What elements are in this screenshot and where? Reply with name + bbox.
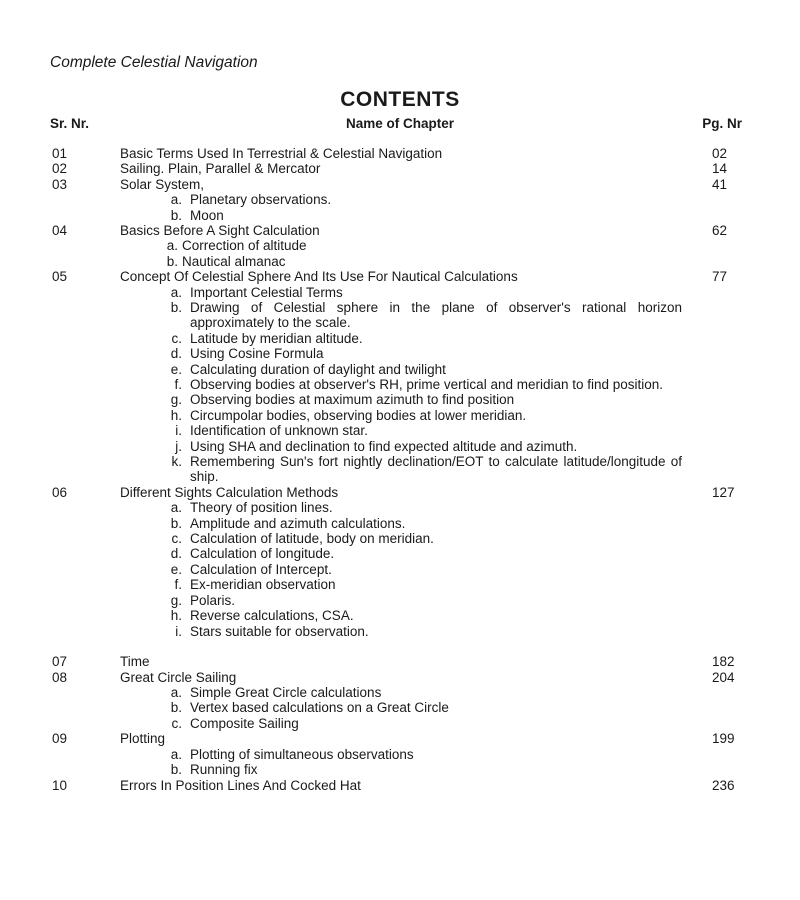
subtopic-text: Vertex based calculations on a Great Circle [190,700,449,716]
chapter-number: 03 [52,176,68,192]
subtopic-letter: d. [170,546,182,562]
subtopic-text: Correction of altitude [182,238,307,254]
subtopic-text: Ex-meridian observation [190,577,336,593]
chapter-title: Solar System, [120,176,205,192]
subtopic-letter: i. [175,423,182,439]
spacer [0,639,800,654]
chapter-page: 14 [712,161,728,177]
chapter-page: 127 [712,484,735,500]
chapter-row [0,670,800,685]
subtopic-item [171,330,682,346]
subtopic-text: Stars suitable for observation. [190,623,369,639]
chapter-page: 204 [712,669,735,685]
contents-heading: CONTENTS [340,88,460,111]
subtopic-text: Plotting of simultaneous observations [190,746,414,762]
subtopic-letter: d. [170,346,182,362]
subtopic-text: Moon [190,207,224,223]
subtopic-letter: b. [170,299,182,315]
subtopic-item [170,346,682,362]
subtopic-letter: j. [175,438,182,454]
subtopic-letter: i. [175,623,182,639]
chapter-title: Basic Terms Used In Terrestrial & Celestial Navigation [120,146,443,161]
subtopic-text: Running fix [190,762,258,778]
subtopic-letter: b. [166,253,178,269]
subtopic-text: Calculation of latitude, body on meridian. [190,531,434,547]
chapter-title: Different Sights Calculation Methods [120,484,339,500]
chapter-title: Errors In Position Lines And Cocked Hat [120,777,361,793]
subtopic-text: Calculation of longitude. [190,546,335,562]
subtopic-item [170,546,682,562]
subtopic-item [170,592,682,608]
subtopic-text: Reverse calculations, CSA. [190,608,354,624]
subtopic-letter: a. [166,238,178,254]
subtopic-text: Planetary observations. [190,192,332,208]
subtopic-item [170,685,682,701]
chapter-page: 236 [712,777,735,793]
subtopic-letter: a. [170,500,182,516]
subtopic-item [170,700,682,716]
chapter-page: 02 [712,146,728,161]
chapter-row [0,485,800,500]
column-header-pg: Pg. Nr [702,116,742,131]
chapter-title: Basics Before A Sight Calculation [120,222,320,238]
subtopic-item [170,207,682,223]
chapter-row [0,223,800,238]
subtopic-item [170,515,682,531]
subtopic-letter: g. [170,392,182,408]
subtopic-item [170,192,682,208]
subtopic-item [166,238,674,254]
chapter-number: 10 [52,777,68,793]
subtopic-letter: h. [170,608,182,624]
chapter-title: Plotting [120,731,166,747]
subtopic-item [170,500,682,516]
subtopic-item [174,577,682,593]
subtopic-item [170,284,682,300]
subtopic-item [174,377,682,393]
chapter-page: 62 [712,222,728,238]
column-header-sr: Sr. Nr. [50,116,90,131]
subtopic-text: Nautical almanac [182,253,286,269]
chapter-page: 182 [712,654,735,670]
subtopic-text: Observing bodies at maximum azimuth to find position [190,392,515,408]
subtopic-letter: e. [170,361,182,377]
subtopic-letter: a. [170,284,182,300]
subtopic-letter: a. [170,746,182,762]
chapter-title: Great Circle Sailing [120,669,237,685]
subtopic-item [171,531,682,547]
subtopic-text: Using SHA and declination to find expected altitude and azimuth. [190,438,578,454]
subtopic-text: Calculation of Intercept. [190,561,332,577]
column-header-name: Name of Chapter [345,116,455,131]
chapter-title: Concept Of Celestial Sphere And Its Use For Nautical Calculations [120,269,518,285]
subtopic-letter: c. [171,531,182,547]
chapter-number: 02 [52,161,68,177]
subtopic-item [175,438,682,454]
subtopic-text: Polaris. [190,592,236,608]
subtopic-item [170,762,682,778]
chapter-row [0,731,800,746]
chapter-number: 01 [52,146,68,161]
subtopic-text: Identification of unknown star. [190,423,368,439]
chapter-number: 09 [52,731,68,747]
table-of-contents [0,146,800,793]
subtopic-letter: c. [171,715,182,731]
subtopic-text: Drawing of Celestial sphere in the plane of observer's rational horizon approximately to the scale. [190,299,682,331]
chapter-page: 77 [712,269,728,285]
chapter-title: Sailing. Plain, Parallel & Mercator [120,161,321,177]
subtopic-text: Observing bodies at observer's RH, prime vertical and meridian to find position. [190,377,664,393]
subtopic-letter: f. [174,377,182,393]
chapter-row [0,161,800,176]
subtopic-item [170,407,682,423]
chapter-number: 04 [52,222,68,238]
chapter-page: 41 [712,176,728,192]
chapter-row [0,778,800,793]
chapter-row [0,177,800,192]
subtopic-letter: c. [171,330,182,346]
subtopic-text: Composite Sailing [190,715,299,731]
chapter-number: 06 [52,484,68,500]
subtopic-letter: h. [170,407,182,423]
subtopic-letter: b. [170,207,182,223]
subtopic-letter: b. [170,762,182,778]
subtopic-letter: k. [171,454,182,470]
subtopic-item [170,392,682,408]
subtopic-item [171,454,682,485]
subtopic-item [170,608,682,624]
chapter-number: 05 [52,269,68,285]
subtopic-item [170,746,682,762]
chapter-row [0,269,800,284]
subtopic-text: Amplitude and azimuth calculations. [190,515,406,531]
subtopic-letter: e. [170,561,182,577]
subtopic-letter: a. [170,192,182,208]
chapter-title: Time [120,654,150,670]
chapter-row [0,146,800,161]
subtopic-item [175,623,682,639]
subtopic-item [170,561,682,577]
book-title: Complete Celestial Navigation [50,54,258,71]
subtopic-item [166,253,674,269]
subtopic-text: Using Cosine Formula [190,346,324,362]
subtopic-text: Theory of position lines. [190,500,333,516]
subtopic-item [170,361,682,377]
subtopic-text: Circumpolar bodies, observing bodies at lower meridian. [190,407,527,423]
subtopic-item [170,299,682,331]
chapter-number: 07 [52,654,68,670]
chapter-row [0,654,800,669]
subtopic-item [175,423,682,439]
subtopic-letter: f. [174,577,182,593]
subtopic-letter: b. [170,700,182,716]
subtopic-letter: b. [170,515,182,531]
subtopic-text: Remembering Sun's fort nightly declination/EOT to calculate latitude/longitude of ship. [190,454,682,485]
subtopic-text: Latitude by meridian altitude. [190,330,363,346]
chapter-page: 199 [712,731,735,747]
subtopic-letter: g. [170,592,182,608]
subtopic-text: Important Celestial Terms [190,284,343,300]
chapter-number: 08 [52,669,68,685]
subtopic-letter: a. [170,685,182,701]
subtopic-text: Simple Great Circle calculations [190,685,382,701]
subtopic-item [171,715,682,731]
subtopic-text: Calculating duration of daylight and twilight [190,361,446,377]
